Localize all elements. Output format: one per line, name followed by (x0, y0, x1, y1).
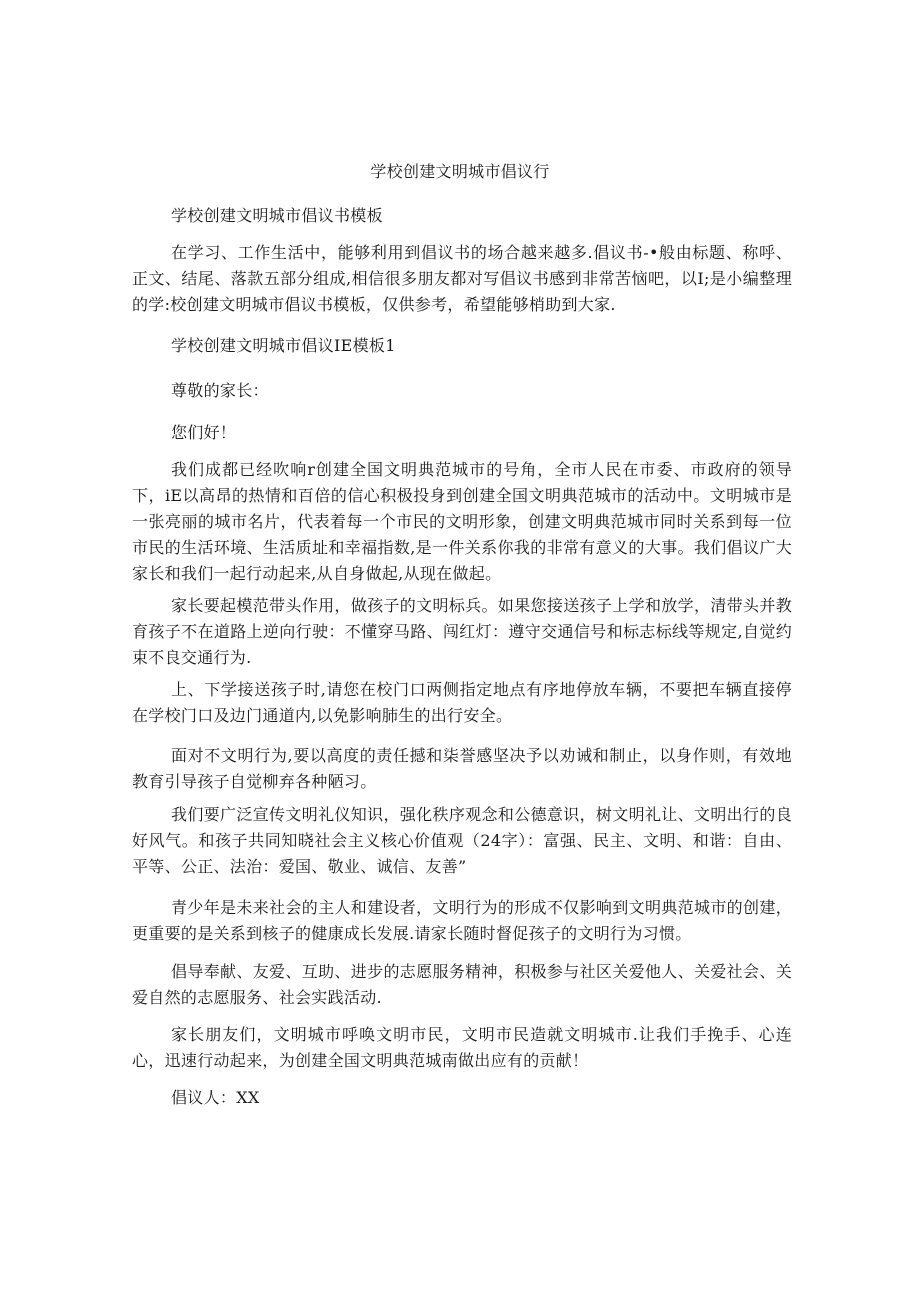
signature: 倡议人：XX (171, 1088, 260, 1107)
body-paragraph-5: 我们要广泛宣传文明礼仪知识，强化秩序观念和公德意识，树文明礼让、文明出行的良好风气。和孩子共同知晓社会主义核心价值观（24字）：富强、民主、文明、和谐：自由、平等、公正、法治：爱国、敬业、诚信、友善” (132, 805, 792, 876)
intro-paragraph: 在学习、工作生活中，能够利用到倡议书的场合越来越多.倡议书-•般由标题、称呼、正文、结尾、落款五部分组成,相信很多朋友都对写倡议书感到非常苦恼吧，以I;是小编整理的学:校创建文明城市倡议书模板，仅供参考，希望能够梢助到大家. (132, 243, 792, 314)
greeting: 您们好！ (171, 423, 237, 442)
body-paragraph-6: 青少年是未来社会的主人和建设者，文明行为的形成不仅影响到文明典范城市的创建，更重要的是关系到核子的健康成长发展.请家长随时督促孩子的文明行为习惯。 (132, 898, 792, 943)
document-subtitle: 学校创建文明城市倡议书模板 (171, 206, 383, 225)
body-paragraph-8: 家长朋友们，文明城市呼唤文明市民，文明市民造就文明城市.让我们手挽手、心连心，迅速行动起来，为创建全国文明典范城南做出应有的贡献！ (132, 1025, 792, 1070)
salutation: 尊敬的家长： (171, 381, 269, 400)
body-paragraph-7: 倡导奉献、友爱、互助、进步的志愿服务精神，积极参与社区关爱他人、关爱社会、关爱自然的志愿服务、社会实践活动. (132, 962, 792, 1007)
body-paragraph-2: 家长要起模范带头作用，做孩子的文明标兵。如果您接送孩子上学和放学，清带头并教育孩子不在道路上逆向行驶：不懂穿马路、闯红灯：遵守交通信号和标志标线等规定,自觉约束不良交通行为. (132, 596, 792, 667)
body-paragraph-1: 我们成都已经吹响r创建全国文明典范城市的号角，全市人民在市委、市政府的领导下，iE以高昂的热情和百倍的信心积极投身到创建全国文明典范城市的活动中。文明城市是一张亮丽的城市名片，代表着每一个市民的文明形象，创建文明典范城市同时关系到每一位市民的生活环境、生活质址和幸福指数,是一件关系你我的非常有意义的大事。我们倡议广大家长和我们一起行动起来,从自身做起,从现在做起。 (132, 460, 792, 583)
body-paragraph-3: 上、下学接送孩子时,请您在校门口两侧指定地点有序地停放车辆，不要把车辆直接停在学校门口及边门通道内,以免影响肺生的出行安全。 (132, 680, 792, 725)
template-heading: 学校创建文明城市倡议IE模板1 (171, 336, 396, 355)
body-paragraph-4: 面对不文明行为,要以高度的责任撼和柒誉感坚决予以劝诫和制止，以身作则，有效地教育引导孩子自觉柳弃各种陋习。 (132, 746, 792, 791)
document-title: 学校创建文明城市倡议行 (370, 162, 550, 181)
